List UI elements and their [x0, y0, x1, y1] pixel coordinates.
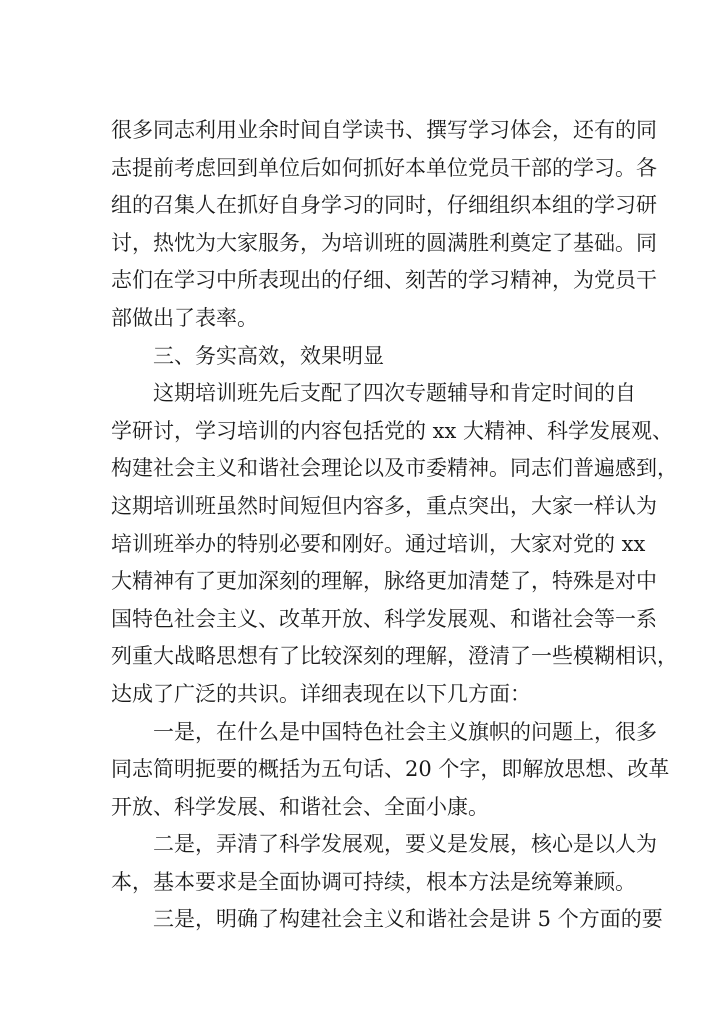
text-line: 这期培训班先后支配了四次专题辅导和肯定时间的自	[153, 381, 636, 406]
text-line: 三是，明确了构建社会主义和谐社会是讲 5 个方面的要	[153, 907, 663, 932]
text-line: 构建社会主义和谐社会理论以及市委精神。同志们普遍感到，	[111, 456, 678, 481]
text-line: 部做出了表率。	[111, 305, 258, 330]
text-line: 同志简明扼要的概括为五句话、20 个字，即解放思想、改革	[111, 757, 670, 782]
text-line: 讨，热忱为大家服务，为培训班的圆满胜利奠定了基础。同	[111, 230, 657, 255]
text-line: 列重大战略思想有了比较深刻的理解，澄清了一些模糊相识，	[111, 644, 678, 669]
section-heading: 三、务实高效，效果明显	[153, 343, 384, 368]
text-line: 大精神有了更加深刻的理解，脉络更加清楚了，特殊是对中	[111, 569, 657, 594]
text-line: 本，基本要求是全面协调可持续，根本方法是统筹兼顾。	[111, 869, 636, 894]
text-line: 这期培训班虽然时间短但内容多，重点突出，大家一样认为	[111, 493, 657, 518]
text-line: 培训班举办的特别必要和刚好。通过培训，大家对党的 xx	[111, 531, 646, 556]
text-line: 很多同志利用业余时间自学读书、撰写学习体会，还有的同	[111, 118, 657, 142]
text-line: 达成了广泛的共识。详细表现在以下几方面：	[111, 681, 531, 706]
text-line: 国特色社会主义、改革开放、科学发展观、和谐社会等一系	[111, 606, 657, 631]
text-line: 开放、科学发展、和谐社会、全面小康。	[111, 794, 489, 819]
text-line: 学研讨，学习培训的内容包括党的 xx 大精神、科学发展观、	[111, 418, 674, 443]
text-line: 组的召集人在抓好自身学习的同时，仔细组织本组的学习研	[111, 193, 657, 218]
text-line: 二是，弄清了科学发展观，要义是发展，核心是以人为	[153, 832, 657, 857]
text-line: 志提前考虑回到单位后如何抓好本单位党员干部的学习。各	[111, 155, 657, 180]
document-body	[111, 112, 678, 939]
text-line: 一是，在什么是中国特色社会主义旗帜的问题上，很多	[153, 719, 657, 744]
text-line: 志们在学习中所表现出的仔细、刻苦的学习精神，为党员干	[111, 268, 657, 293]
